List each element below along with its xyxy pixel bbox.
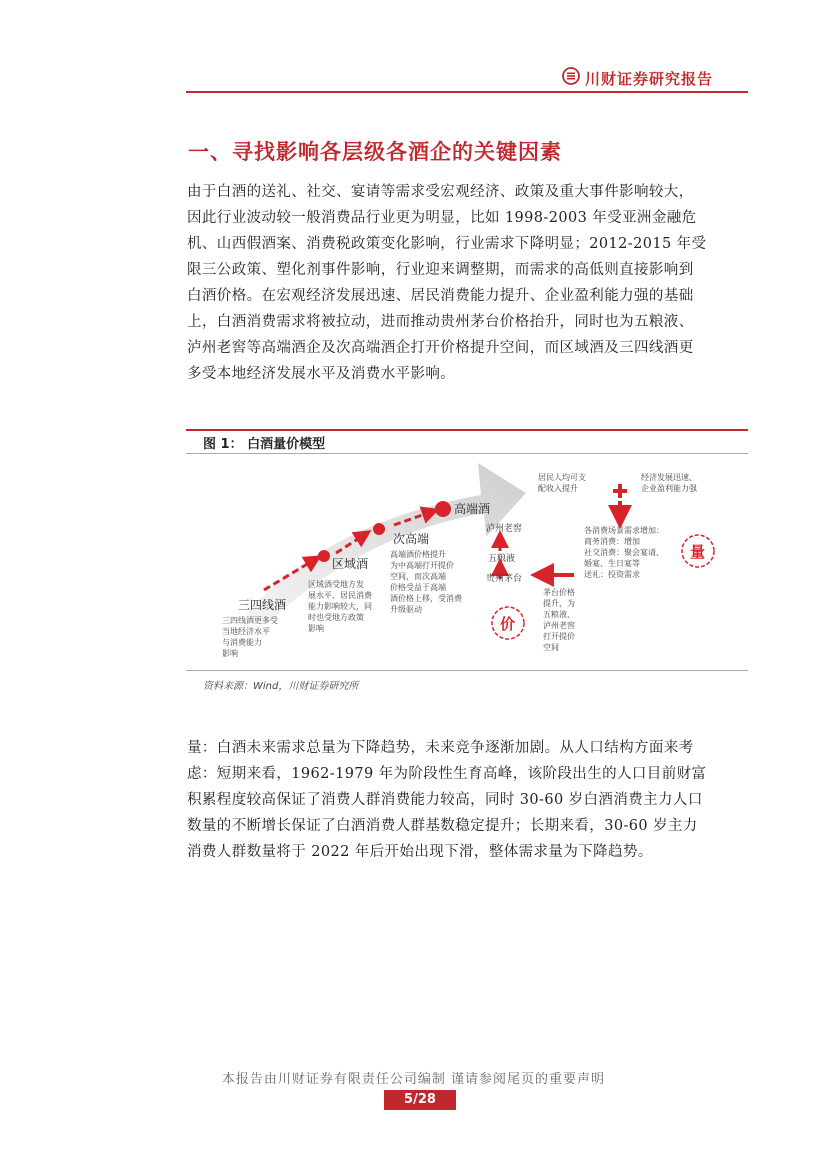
tier-label-high: 高端酒 [454,502,491,516]
tier-label-tier34: 三四线酒 [238,598,287,612]
note-econ-0: 经济发展迅速、 [641,473,697,482]
figure-bottom-rule [186,670,748,671]
tier-dot-high [435,501,451,517]
figure-title: 图 1： 白酒量价模型 [203,437,326,452]
paragraph-line: 白酒价格。在宏观经济发展迅速、居民消费能力提升、企业盈利能力强的基础 [187,288,694,304]
price-volume-diagram [186,455,748,669]
ladder-mid: 五粮液 [488,554,516,564]
paragraph-line: 多受本地经济发展水平及消费水平影响。 [187,366,456,382]
paragraph-line: 积累程度较高保证了消费人群消费能力较高，同时 30-60 岁白酒消费主力人口 [187,792,703,808]
figure-title-rule [186,453,748,454]
paragraph-line: 机、山西假酒案、消费税政策变化影响，行业需求下降明显；2012-2015 年受 [187,236,707,252]
paragraph-line: 上，白酒消费需求将被拉动，进而推动贵州茅台价格抬升，同时也为五粮液、 [187,314,694,330]
note-demand-1: 商务消费：增加 [584,537,640,546]
note-sub-high-1: 为中高端打开提价 [390,561,454,570]
price-label: 价 [500,615,516,633]
tier-dot-sub-high [373,523,385,535]
note-demand-0: 各消费场景需求增加： [584,526,664,535]
note-regional-3: 时也受地方政策 [308,613,364,622]
tier-label-sub-high: 次高端 [393,532,430,546]
note-price-4: 打开提价 [543,632,575,641]
note-price-0: 茅台价格 [543,588,575,597]
figure-source: 资料来源：Wind，川财证券研究所 [203,681,359,692]
note-price-5: 空间 [543,643,559,652]
paragraph-line: 数量的不断增长保证了白酒消费人群基数稳定提升；长期来看，30-60 岁主力 [187,818,698,834]
note-price-2: 五粮液、 [543,610,575,619]
ladder-bottom: 贵州茅台 [486,574,523,584]
note-regional-2: 能力影响较大，同 [308,602,372,611]
paragraph-line: 由于白酒的送礼、社交、宴请等需求受宏观经济、政策及重大事件影响较大， [187,184,694,200]
volume-label: 量 [690,543,706,561]
header-divider [186,91,748,93]
tier-dot-regional [318,550,330,562]
note-demand-2: 社交消费：聚会宴请、 [584,548,664,557]
note-sub-high-5: 升级驱动 [390,605,422,614]
page-number: 5/28 [384,1090,456,1110]
note-tier34-3: 影响 [222,649,238,658]
plus-icon-h [613,489,627,493]
note-macro-1: 配收入提升 [538,484,578,493]
note-macro-0: 居民人均可支 [538,473,586,482]
note-demand-4: 送礼：投资需求 [584,570,640,579]
tier-label-regional: 区域酒 [332,557,369,571]
note-regional-0: 区域酒受地方发 [308,580,364,589]
note-price-1: 提升，为 [543,599,575,608]
brand-logo-icon [562,67,580,85]
note-regional-4: 影响 [308,624,324,633]
note-demand-3: 婚宴、生日宴等 [584,559,640,568]
paragraph-line: 泸州老窖等高端酒企及次高端酒企打开价格提升空间，而区域酒及三四线酒更 [187,340,694,356]
paragraph-line: 虑：短期来看，1962-1979 年为阶段性生育高峰，该阶段出生的人口目前财富 [187,766,707,782]
note-tier34-1: 当地经济水平 [222,627,270,636]
footer-disclaimer: 本报告由川财证券有限责任公司编制 谨请参阅尾页的重要声明 [221,1072,606,1087]
note-regional-1: 展水平、居民消费 [308,591,372,600]
note-sub-high-4: 酒价格上移，受消费 [390,594,462,603]
note-econ-1: 企业盈利能力强 [641,484,697,493]
paragraph-line: 限三公政策、塑化剂事件影响，行业迎来调整期，而需求的高低则直接影响到 [187,262,694,278]
note-price-3: 泸州老窖 [543,621,575,630]
section-title: 一、寻找影响各层级各酒企的关键因素 [188,140,562,164]
note-sub-high-0: 高端酒价格提升 [390,550,446,559]
header-brand: 川财证券研究报告 [585,70,714,88]
note-sub-high-2: 空间，而次高端 [390,572,446,581]
ladder-top: 泸州老窖 [486,524,523,534]
note-sub-high-3: 价格受益于高端 [390,583,446,592]
paragraph-line: 量：白酒未来需求总量为下降趋势，未来竞争逐渐加剧。从人口结构方面来考 [187,740,694,756]
note-tier34-2: 与消费能力 [222,638,262,647]
note-tier34-0: 三四线酒更多受 [222,616,278,625]
paragraph-line: 消费人群数量将于 2022 年后开始出现下滑，整体需求量为下降趋势。 [187,844,653,860]
figure-top-rule [186,429,748,431]
paragraph-line: 因此行业波动较一般消费品行业更为明显，比如 1998-2003 年受亚洲金融危 [187,210,697,226]
growth-arrow-shape [246,463,526,623]
